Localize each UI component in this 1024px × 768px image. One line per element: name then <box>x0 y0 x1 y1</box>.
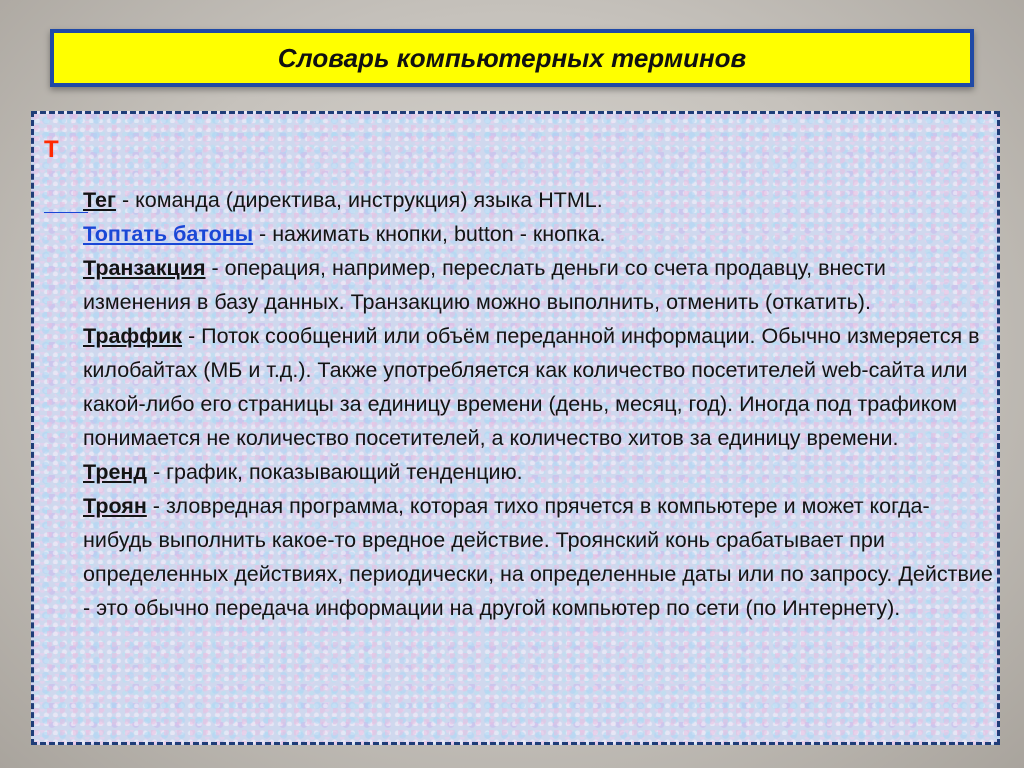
definition-trend: график, показывающий тенденцию. <box>166 460 523 484</box>
glossary-entry-troyan <box>83 489 995 625</box>
glossary-panel <box>31 111 1000 745</box>
section-letter: Т <box>44 136 59 163</box>
definition-teg: команда (директива, инструкция) языка HTML. <box>135 188 603 212</box>
separator: - <box>115 188 136 212</box>
page-title: Словарь компьютерных терминов <box>277 42 747 73</box>
term-troyan: Троян <box>83 494 147 518</box>
leading-underline <box>44 212 88 213</box>
term-trend: Тренд <box>83 460 148 484</box>
definition-tranzaktsiya: операция, например, переслать деньги со счета продавцу, внести изменения в базу данных. Транзакцию можно выполнить, отменить (откатить). <box>83 256 886 314</box>
definition-troyan: зловредная программа, которая тихо прячется в компьютере и может когда-нибудь выполнить какое-то вредное действие. Троянский конь срабатывает при определенных действиях, периодически, на определенные даты или по запросу. Действие - это обычно передача информации на другой компьютер по сети (по Интернету). <box>83 494 993 620</box>
separator: - <box>253 222 273 246</box>
glossary-entry-toptat-batony <box>83 217 995 251</box>
term-toptat-batony-link[interactable]: Топтать батоны <box>83 222 254 246</box>
term-teg: Тег <box>83 188 116 212</box>
separator: - <box>146 494 166 518</box>
glossary-entry-traffik <box>83 319 995 455</box>
title-banner <box>50 29 974 87</box>
definition-toptat-batony: нажимать кнопки, button - кнопка. <box>272 222 606 246</box>
term-traffik: Траффик <box>83 324 183 348</box>
separator: - <box>205 256 225 280</box>
separator: - <box>147 460 167 484</box>
definition-traffik: Поток сообщений или объём переданной информации. Обычно измеряется в килобайтах (МБ и т.д.). Также употребляется как количество посетителей web-сайта или какой-либо его страницы за единицу времени (день, месяц, год). Иногда под трафиком понимается не количество посетителей, а количество хитов за единицу времени. <box>83 324 980 450</box>
separator: - <box>182 324 202 348</box>
glossary-entry-tranzaktsiya <box>83 251 995 319</box>
glossary-entry-trend <box>83 455 995 489</box>
term-tranzaktsiya: Транзакция <box>83 256 206 280</box>
glossary-entry-teg <box>83 183 995 217</box>
glossary-entries <box>83 183 995 625</box>
